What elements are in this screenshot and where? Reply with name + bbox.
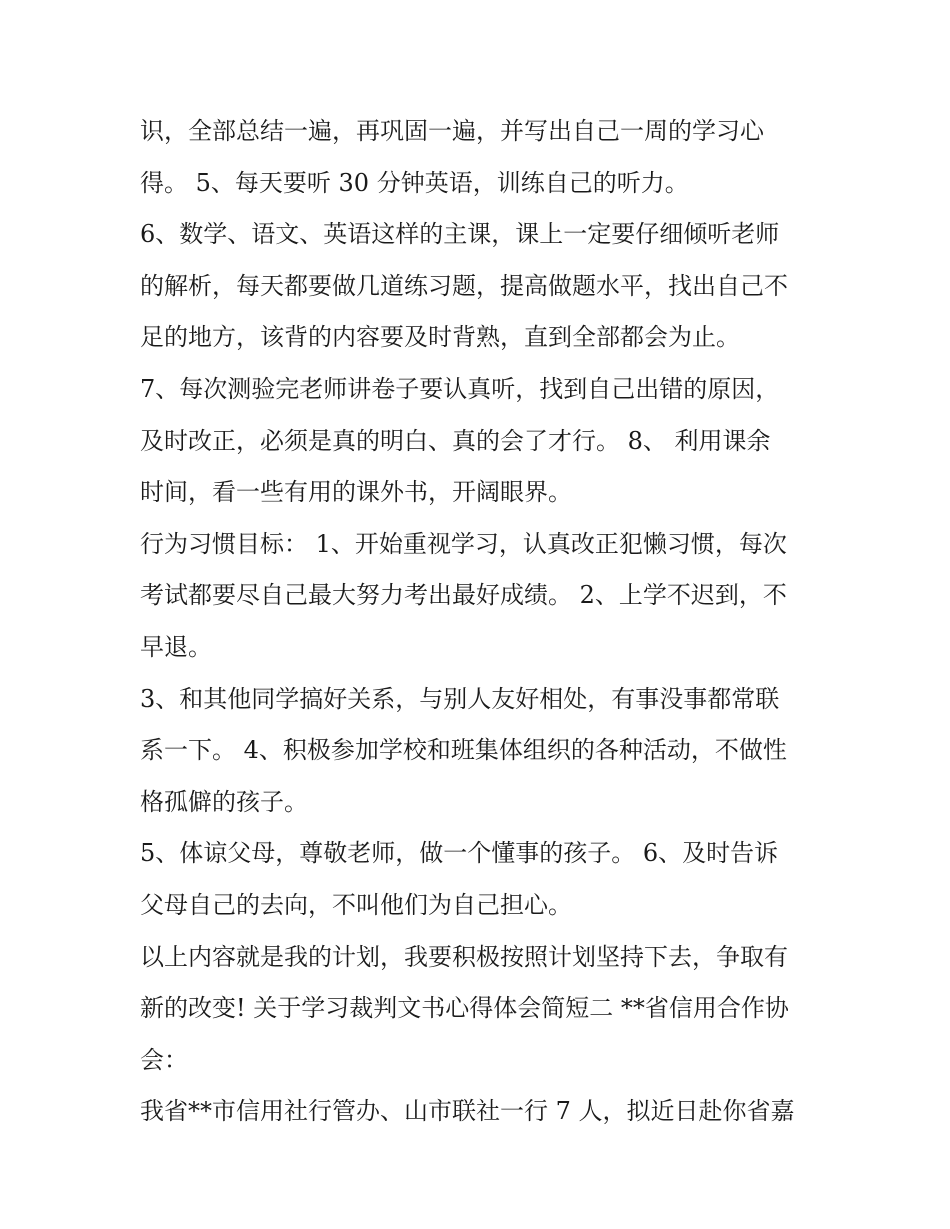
text-line: 7、每次测验完老师讲卷子要认真听，找到自己出错的原因， — [140, 374, 780, 403]
text-line: 的解析，每天都要做几道练习题，提高做题水平，找出自己不 — [140, 271, 788, 300]
text-line: 以上内容就是我的计划，我要积极按照计划坚持下去，争取有 — [140, 942, 788, 971]
text-line: 及时改正，必须是真的明白、真的会了才行。 8、 利用课余 — [140, 426, 771, 455]
text-line: 6、数学、语文、英语这样的主课，课上一定要仔细倾听老师 — [140, 220, 780, 249]
text-line: 识，全部总结一遍，再巩固一遍，并写出自己一周的学习心 — [140, 117, 764, 145]
text-line: 父母自己的去向，不叫他们为自己担心。 — [140, 890, 572, 919]
text-line: 系一下。 4、积极参加学校和班集体组织的各种活动，不做性 — [140, 736, 787, 765]
text-line: 我省**市信用社行管办、山市联社一行 7 人，拟近日赴你省嘉 — [140, 1097, 795, 1126]
text-line: 足的地方，该背的内容要及时背熟，直到全部都会为止。 — [140, 323, 740, 352]
text-line: 时间，看一些有用的课外书，开阔眼界。 — [140, 478, 572, 507]
text-line: 考试都要尽自己最大努力考出最好成绩。 2、上学不迟到，不 — [140, 581, 787, 610]
text-line: 早退。 — [140, 632, 212, 661]
text-line: 新的改变! 关于学习裁判文书心得体会简短二 **省信用合作协 — [140, 994, 789, 1023]
text-line: 格孤僻的孩子。 — [140, 787, 308, 816]
text-line: 3、和其他同学搞好关系，与别人友好相处，有事没事都常联 — [140, 684, 780, 713]
text-line: 会： — [140, 1045, 188, 1074]
text-line: 得。 5、每天要听 30 分钟英语，训练自己的听力。 — [140, 168, 689, 197]
text-line: 5、体谅父母，尊敬老师，做一个懂事的孩子。 6、及时告诉 — [140, 839, 779, 868]
text-line: 行为习惯目标： 1、开始重视学习，认真改正犯懒习惯，每次 — [140, 529, 787, 558]
document-body — [140, 106, 820, 1138]
